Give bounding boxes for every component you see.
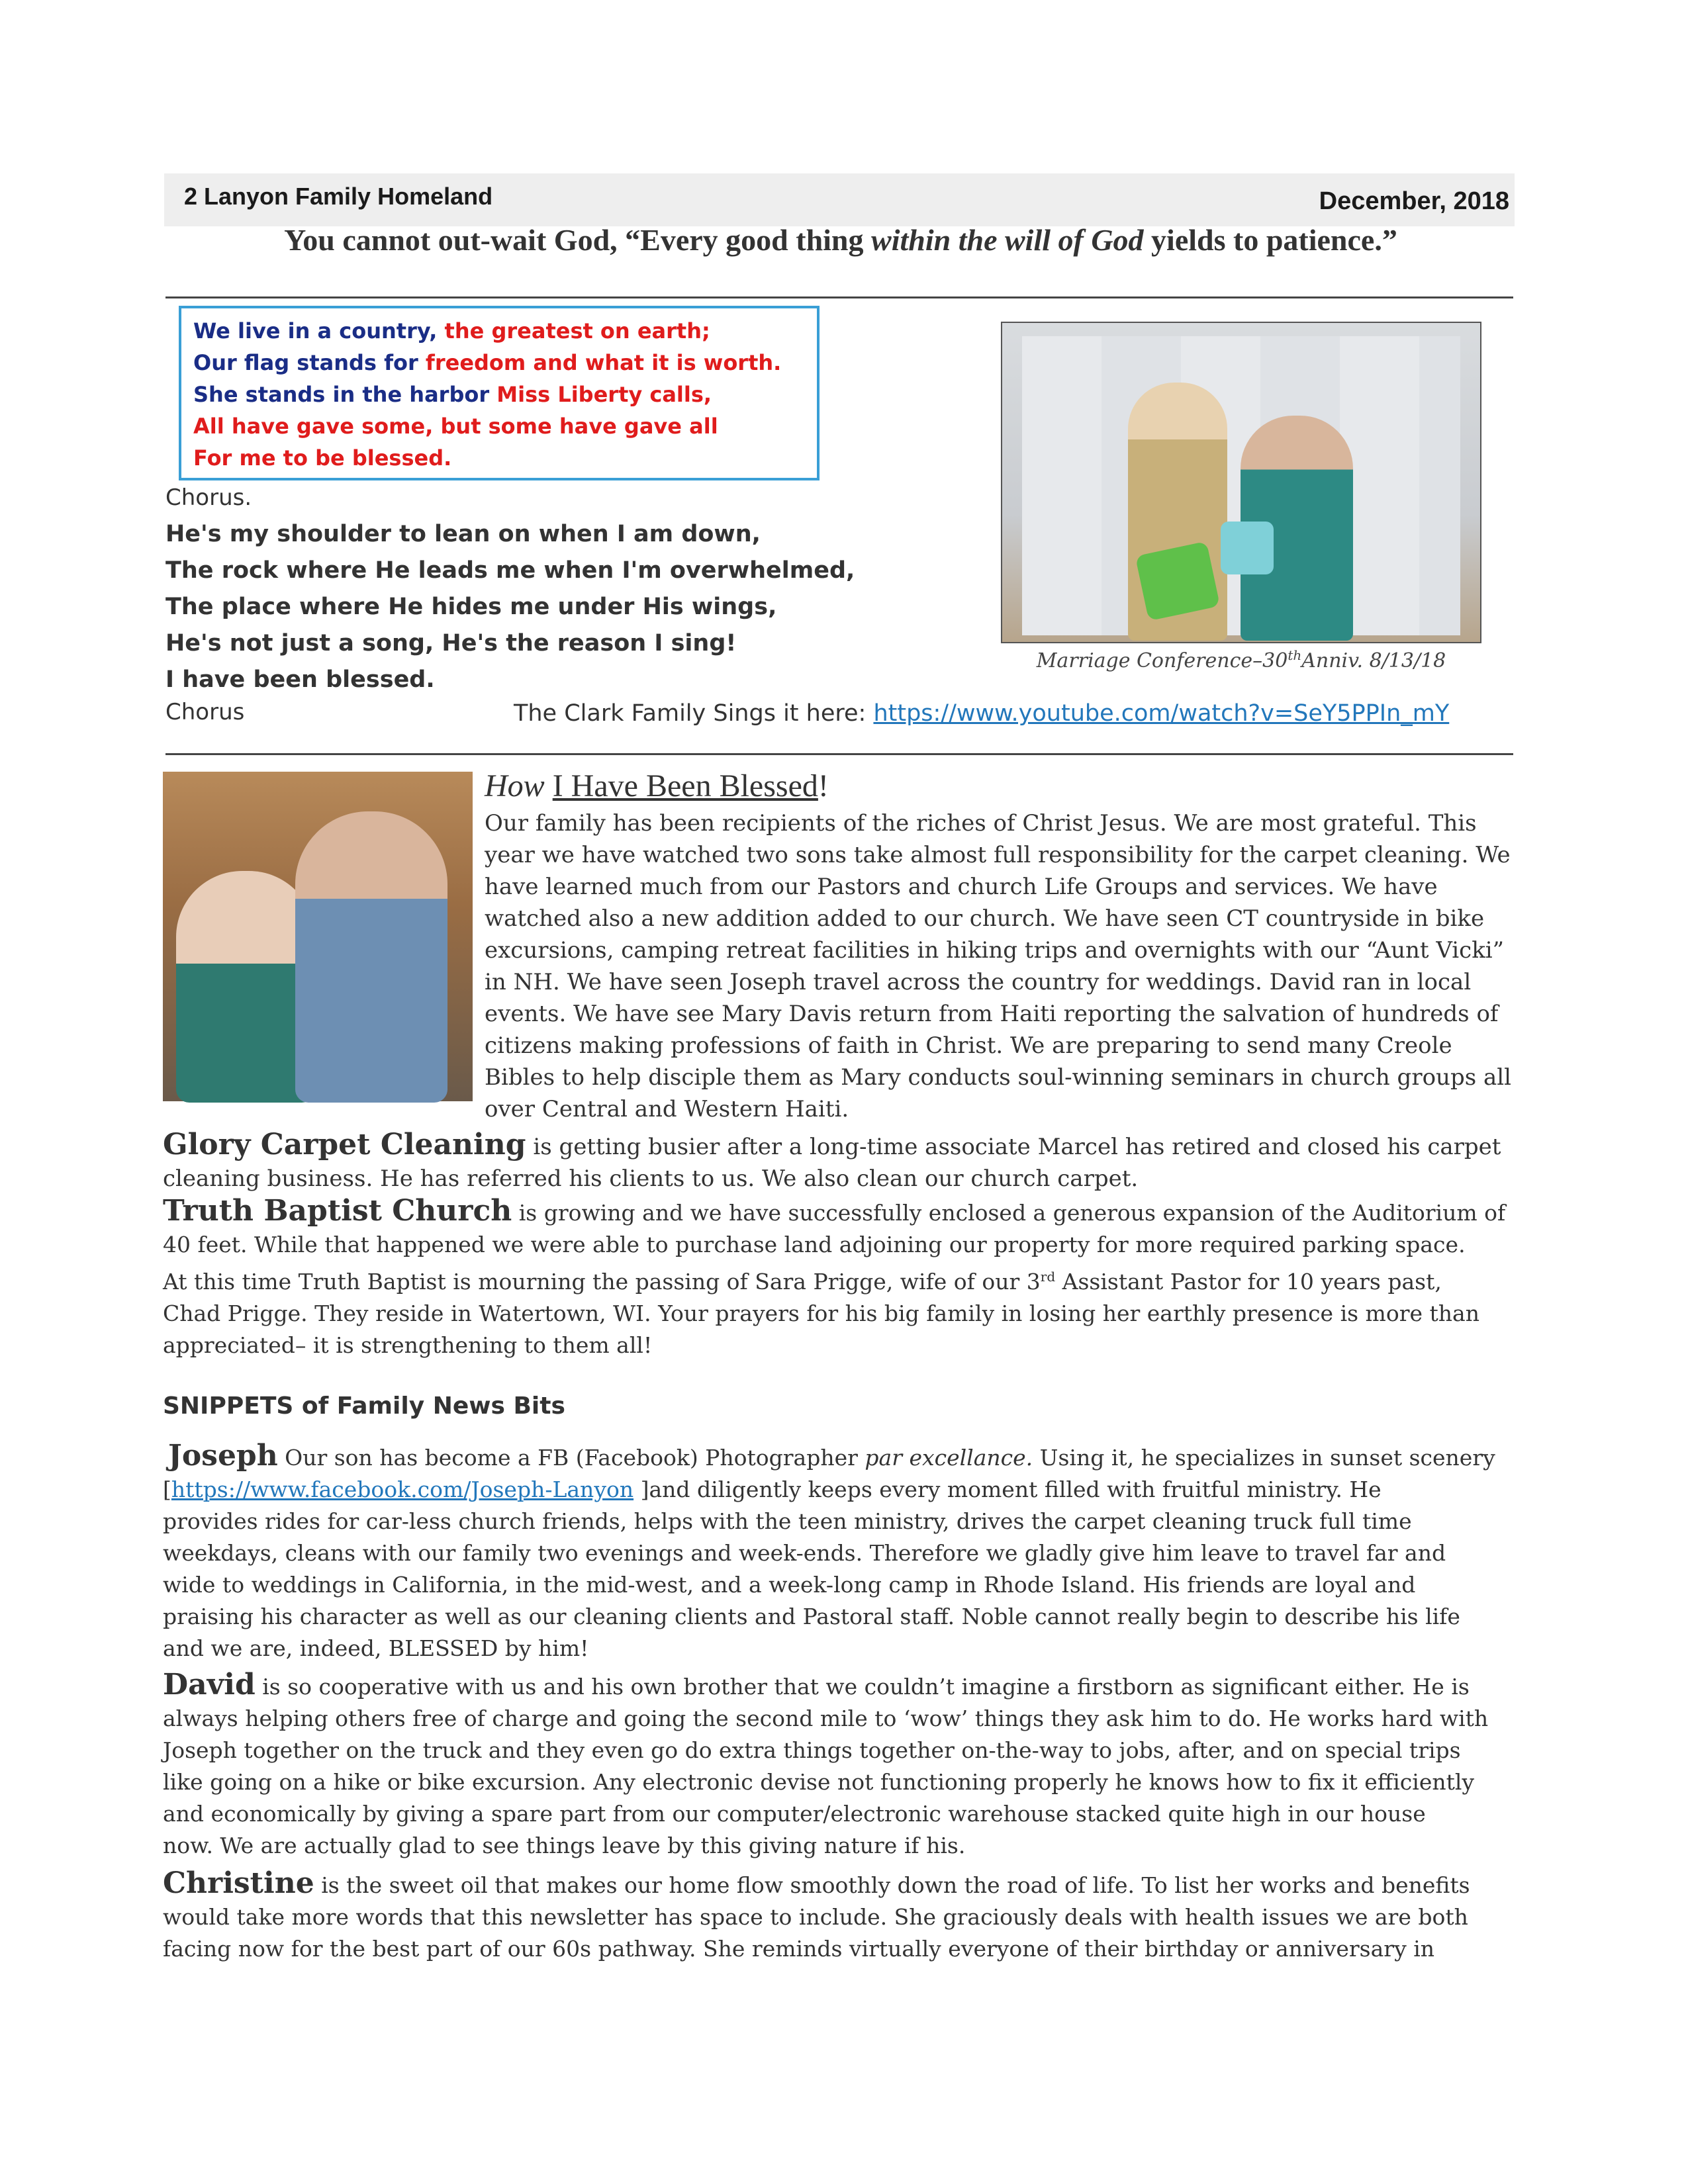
text-line: would take more words that this newsletter has space to include. She graciously deals with health issues we are both [163,1904,1468,1930]
text-line: year we have watched two sons take almost full responsibility for the carpet cleaning. We [485,842,1511,868]
david-heading: David [163,1668,256,1702]
text-line: Joseph together on the truck and they even go do extra things together on-the-way to jobs, after, and on special trips [163,1737,1461,1763]
chorus-end-label: Chorus [165,699,245,725]
text-line: excursions, camping retreat facilities in hiking trips and overnights with our “Aunt Vicki” [485,937,1505,964]
chorus-label: Chorus. [165,484,252,511]
divider-middle [165,753,1513,755]
chorus-line: I have been blessed. [165,666,435,693]
text-line: watched also a new addition added to our church. We have seen CT countryside in bike [485,905,1485,932]
newsletter-date: December, 2018 [1319,187,1509,215]
text-line: events. We have see Mary Davis return from Haiti reporting the salvation of hundreds of [485,1001,1499,1027]
text-line: provides rides for car-less church friends, helps with the teen ministry, drives the carpet cleaning truck full time [163,1508,1412,1534]
text-line: Chad Prigge. They reside in Watertown, WI. Your prayers for his big family in losing her earthly presence is more than [163,1300,1479,1326]
text-line: citizens making professions of faith in Christ. We are preparing to send many Creole [485,1032,1452,1059]
snippets-heading: SNIPPETS of Family News Bits [163,1392,565,1420]
clark-family-link-line: The Clark Family Sings it here: https://www.youtube.com/watch?v=SeY5PPIn_mY [514,700,1450,727]
marriage-conference-photo [1001,322,1481,643]
motto: You cannot out-wait God, “Every good thing within the will of God yields to patience.” [284,223,1397,257]
glory-carpet-paragraph: Glory Carpet Cleaning is getting busier after a long-time associate Marcel has retired and closed his carpet cleaning business. He has referred his clients to us. We also clean our church carpet. [163,1129,1501,1195]
text-line: praising his character as well as our cleaning clients and Pastoral staff. Noble cannot really begin to describe his life [163,1604,1460,1629]
text-line: appreciated– it is strengthening to them all! [163,1332,653,1358]
verse-line: For me to be blessed. [193,445,452,471]
text-line: Bibles to help disciple them as Mary conducts soul-winning seminars in church groups all [485,1064,1511,1091]
christine-paragraph: Christine is the sweet oil that makes our home flow smoothly down the road of life. To list her works and benefits would take more words that this newsletter has space to include. She graciously deals with health issues we are both facing now for the best part of our 60s pathway. She reminds virtually everyone of their birthday or anniversary in [163,1868,1470,1965]
divider-top [165,296,1513,298]
text-line: always helping others free of charge and going the second mile to ‘wow’ things they ask him to do. He works hard with [163,1706,1489,1731]
verse-line: We live in a country, the greatest on earth; [193,318,710,343]
joseph-heading: Joseph [168,1439,278,1473]
verse-line: All have gave some, but some have gave all [193,414,718,439]
text-line: weekdays, cleans with our family two evenings and week-ends. Therefore we gladly give him leave to travel far and [163,1540,1446,1566]
text-line: and we are, indeed, BLESSED by him! [163,1635,589,1661]
newsletter-title: 2 Lanyon Family Homeland [184,183,493,210]
text-line: Our family has been recipients of the riches of Christ Jesus. We are most grateful. This [485,810,1477,837]
verse-line: Our flag stands for freedom and what it is worth. [193,350,782,375]
song-verse-box [179,306,820,480]
text-line: facing now for the best part of our 60s pathway. She reminds virtually everyone of their birthday or anniversary in [163,1936,1435,1962]
chorus-line: The place where He hides me under His wings, [165,594,777,620]
joseph-paragraph: Joseph Our son has become a FB (Facebook) Photographer par excellance. Using it, he specializes in sunset scenery [https://www.facebook.com/Joseph-Lanyon ]and diligently keeps every moment filled with fruitful ministry. He provides rides for car-less church friends, helps with the teen ministry, drives the carpet cleaning truck full time weekdays, cleans with our family two evenings and week-ends. Therefore we gladly give him leave to travel far and wide to weddings in California, in the mid-west, and a week-long camp in Rhode Island. His friends are loyal and praising his character as well as our cleaning clients and Pastoral staff. Noble cannot really begin to describe his life and we are, indeed, BLESSED by him! [163,1440,1495,1664]
chorus-line: He's my shoulder to lean on when I am down, [165,521,761,547]
text-line: wide to weddings in California, in the mid-west, and a week-long camp in Rhode Island. His friends are loyal and [163,1572,1416,1598]
text-line: 40 feet. While that happened we were able to purchase land adjoining our property for more required parking space. [163,1232,1466,1257]
text-line: over Central and Western Haiti. [485,1096,849,1122]
text-line: in NH. We have seen Joseph travel across the country for weddings. David ran in local [485,969,1472,995]
chorus-line: The rock where He leads me when I'm overwhelmed, [165,557,855,584]
text-line: have learned much from our Pastors and church Life Groups and services. We have [485,874,1438,900]
truth-heading: Truth Baptist Church [163,1194,512,1228]
truth-baptist-paragraph: Truth Baptist Church is growing and we have successfully enclosed a generous expansion of the Auditorium of 40 feet. While that happened we were able to purchase land adjoining our property for more required parking space. At this time Truth Baptist is mourning the passing of Sara Prigge, wife of our 3rd Assistant Pastor for 10 years past, Chad Prigge. They reside in Watertown, WI. Your prayers for his big family in losing her earthly presence is more than appreciated– it is strengthening to them all! [163,1195,1505,1361]
glory-heading: Glory Carpet Cleaning [163,1128,526,1161]
blessed-paragraph [485,807,1511,1125]
text-line: cleaning business. He has referred his clients to us. We also clean our church carpet. [163,1165,1139,1192]
facebook-link[interactable]: https://www.facebook.com/Joseph-Lanyon [171,1477,634,1502]
text-line: and economically by giving a spare part from our computer/electronic warehouse stacked quite high in our house [163,1801,1426,1827]
youtube-link[interactable]: https://www.youtube.com/watch?v=SeY5PPIn_mY [873,700,1450,727]
text-line: now. We are actually glad to see things leave by this giving nature if his. [163,1833,966,1858]
verse-line: She stands in the harbor Miss Liberty calls, [193,382,712,407]
chorus-lyrics [165,516,855,698]
chorus-line: He's not just a song, He's the reason I sing! [165,630,737,657]
christine-heading: Christine [163,1866,314,1900]
couple-photo [163,772,473,1101]
photo-caption: Marriage Conference–30thAnniv. 8/13/18 [1036,647,1446,672]
section-title-blessed: How I Have Been Blessed! [485,768,829,803]
text-line: like going on a hike or bike excursion. Any electronic devise not functioning properly he knows how to fix it efficiently [163,1769,1475,1795]
david-paragraph: David is so cooperative with us and his own brother that we couldn’t imagine a firstborn as significant either. He is always helping others free of charge and going the second mile to ‘wow’ things they ask him to do. He works hard with Joseph together on the truck and they even go do extra things together on-the-way to jobs, after, and on special trips like going on a hike or bike excursion. Any electronic devise not functioning properly he knows how to fix it efficiently and economically by giving a spare part from our computer/electronic warehouse stacked quite high in our house now. We are actually glad to see things leave by this giving nature if his. [163,1669,1488,1862]
